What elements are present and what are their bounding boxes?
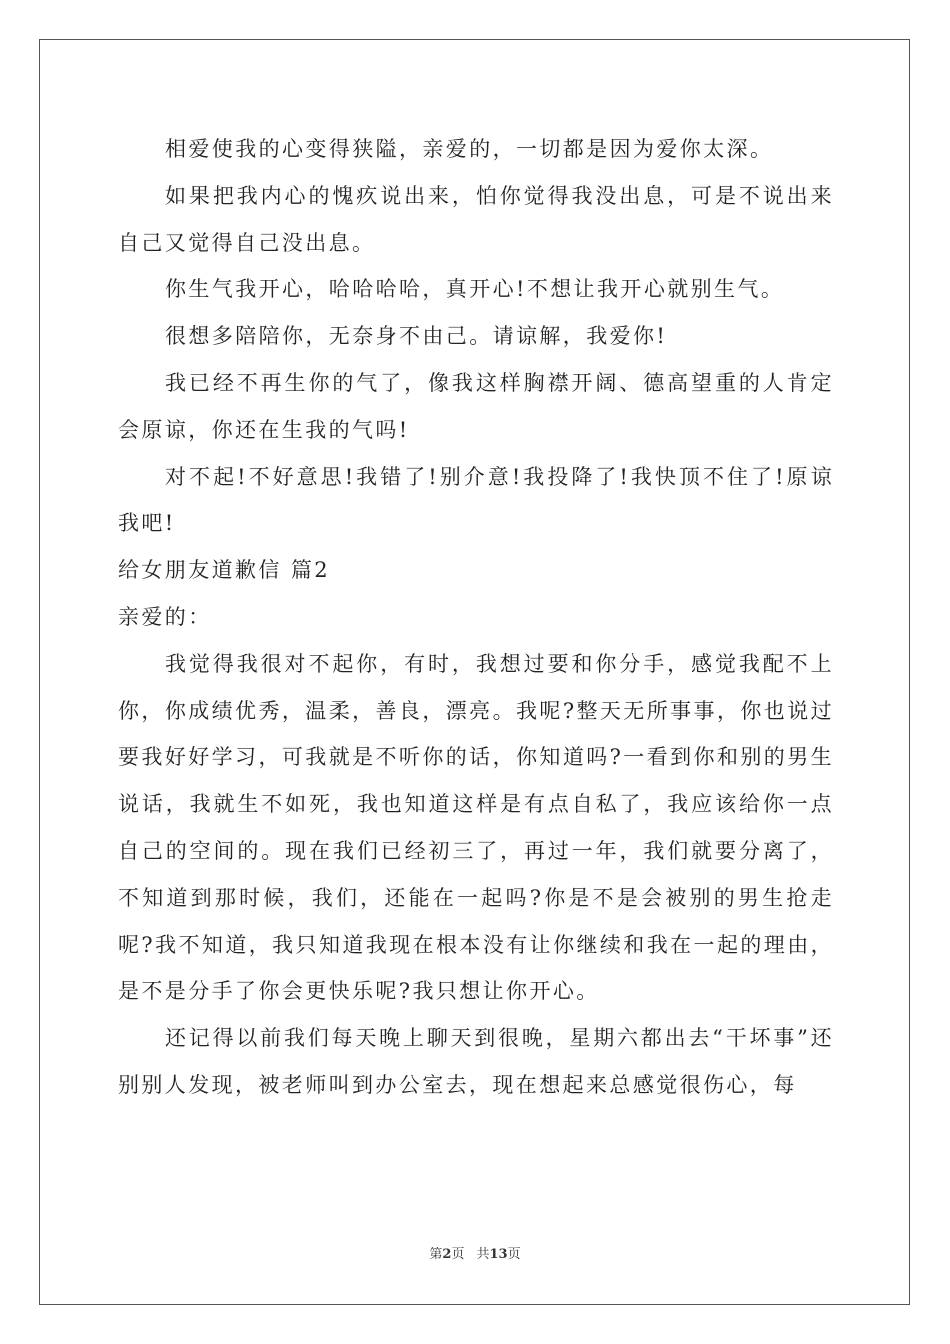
paragraph-7: 我觉得我很对不起你，有时，我想过要和你分手，感觉我配不上你，你成绩优秀，温柔，善良，漂亮。我呢?整天无所事事，你也说过要我好好学习，可我就是不听你的话，你知道吗?一看到你和别的男生说话，我就生不如死，我也知道这样是有点自私了，我应该给你一点自己的空间的。现在我们已经初三了，再过一年，我们就要分离了，不知道到那时候，我们，还能在一起吗?你是不是会被别的男生抢走呢?我不知道，我只知道我现在根本没有让你继续和我在一起的理由，是不是分手了你会更快乐呢?我只想让你开心。	[118, 651, 834, 1004]
total-suffix: 页	[507, 1247, 521, 1262]
page-number: 2	[442, 1247, 452, 1262]
page-footer	[0, 1245, 950, 1265]
paragraph-6: 对不起!不好意思!我错了!别介意!我投降了!我快顶不住了!原谅我吧!	[118, 464, 834, 536]
salutation: 亲爱的：	[118, 604, 212, 629]
paragraph-3: 你生气我开心，哈哈哈哈，真开心!不想让我开心就别生气。	[165, 277, 785, 302]
page-prefix: 第	[429, 1247, 443, 1262]
document-body	[118, 126, 834, 1109]
paragraph-1: 相爱使我的心变得狭隘，亲爱的，一切都是因为爱你太深。	[165, 137, 774, 161]
total-pages: 13	[489, 1247, 508, 1262]
paragraph-8: 还记得以前我们每天晚上聊天到很晚，星期六都出去“干坏事”还别别人发现，被老师叫到办公室去，现在想起来总感觉很伤心，每	[118, 1026, 834, 1097]
paragraph-4: 很想多陪陪你，无奈身不由己。请谅解，我爱你!	[165, 324, 668, 349]
total-prefix: 共	[476, 1247, 490, 1262]
section-heading: 给女朋友道歉信 篇2	[118, 558, 331, 583]
paragraph-2: 如果把我内心的愧疚说出来，怕你觉得我没出息，可是不说出来自己又觉得自己没出息。	[118, 183, 834, 255]
page-suffix: 页	[451, 1247, 465, 1262]
paragraph-5: 我已经不再生你的气了，像我这样胸襟开阔、德高望重的人肯定会原谅，你还在生我的气吗!	[118, 370, 834, 442]
